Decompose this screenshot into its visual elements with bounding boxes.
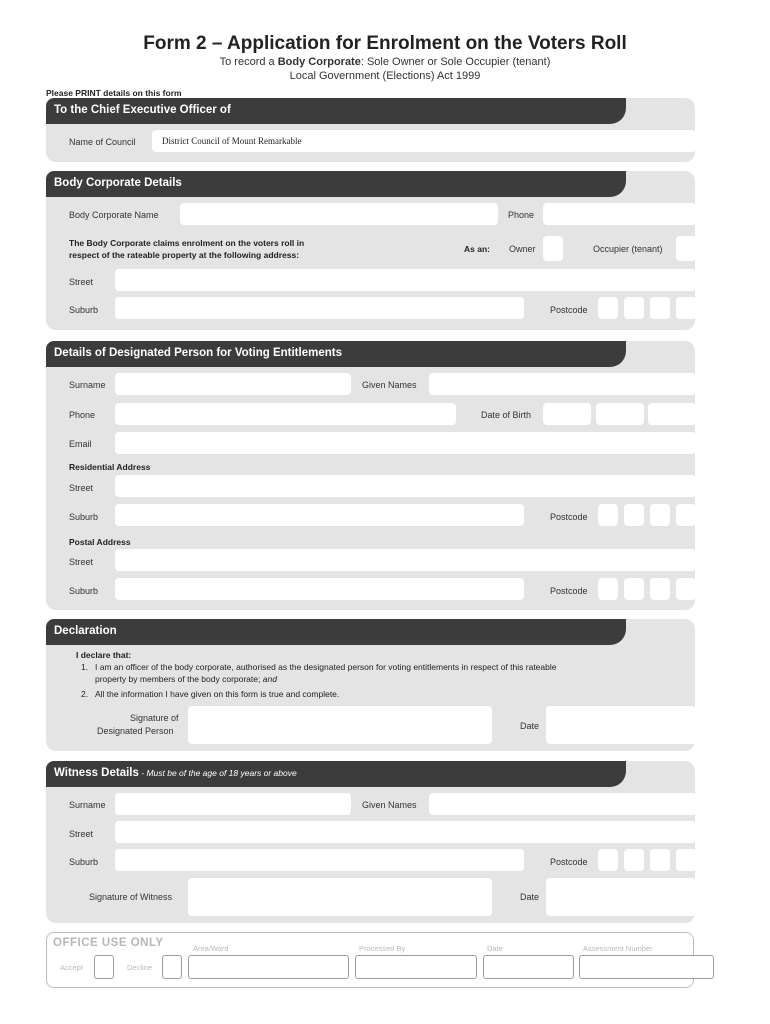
witness-signature-field[interactable] bbox=[188, 878, 492, 916]
dob-year-field[interactable] bbox=[648, 403, 696, 425]
witness-given-names-label: Given Names bbox=[362, 800, 417, 810]
witness-suburb-field[interactable] bbox=[115, 849, 524, 871]
declaration-item-2: All the information I have given on this form is true and complete. bbox=[95, 689, 340, 699]
accept-label: Accept bbox=[60, 963, 83, 972]
witness-signature-label: Signature of Witness bbox=[89, 892, 173, 902]
postal-address-heading: Postal Address bbox=[69, 537, 131, 547]
body-corporate-section bbox=[46, 171, 695, 330]
signature-label-line1: Signature of bbox=[130, 713, 179, 723]
witness-postcode-digit-3[interactable] bbox=[650, 849, 670, 871]
decline-checkbox[interactable] bbox=[162, 955, 182, 979]
witness-suburb-label: Suburb bbox=[69, 857, 99, 867]
street-field[interactable] bbox=[115, 269, 696, 291]
signature-label-line2: Designated Person bbox=[97, 726, 174, 736]
postal-street-field[interactable] bbox=[115, 549, 696, 571]
postcode-digit-4[interactable] bbox=[676, 297, 696, 319]
decline-label: Decline bbox=[127, 963, 153, 972]
office-use-title: OFFICE USE ONLY bbox=[53, 937, 164, 949]
assessment-number-field[interactable] bbox=[579, 955, 714, 979]
office-date-field[interactable] bbox=[483, 955, 574, 979]
email-label: Email bbox=[69, 439, 92, 449]
form-title: Form 2 – Application for Enrolment on the Voters Roll bbox=[143, 33, 627, 54]
given-names-field[interactable] bbox=[429, 373, 696, 395]
assessment-number-label: Assessment Number bbox=[583, 944, 653, 953]
postal-suburb-field[interactable] bbox=[115, 578, 524, 600]
area-ward-field[interactable] bbox=[188, 955, 349, 979]
office-use-panel bbox=[46, 932, 694, 988]
witness-surname-label: Surname bbox=[69, 800, 106, 810]
phone-label: Phone bbox=[69, 410, 96, 420]
section-heading: Details of Designated Person for Voting Entitlements bbox=[46, 341, 626, 367]
declaration-intro: I declare that: bbox=[76, 650, 132, 660]
declaration-section bbox=[46, 619, 695, 751]
section-heading: Body Corporate Details bbox=[46, 171, 626, 197]
claim-text-line1: The Body Corporate claims enrolment on the voters roll in bbox=[69, 238, 305, 248]
witness-postcode-label: Postcode bbox=[550, 857, 588, 867]
declaration-item-1-number: 1. bbox=[81, 662, 89, 672]
claim-text-line2: respect of the rateable property at the following address: bbox=[69, 250, 300, 260]
dob-month-field[interactable] bbox=[596, 403, 644, 425]
area-ward-label: Area/Ward bbox=[193, 944, 229, 953]
form-subtitle: To record a Body Corporate: Sole Owner or Sole Occupier (tenant) bbox=[219, 56, 551, 68]
act-reference: Local Government (Elections) Act 1999 bbox=[289, 70, 481, 82]
print-instruction: Please PRINT details on this form bbox=[46, 88, 182, 98]
residential-address-heading: Residential Address bbox=[69, 462, 151, 472]
suburb-label: Suburb bbox=[69, 305, 99, 315]
street-label: Street bbox=[69, 277, 94, 287]
body-corporate-name-label: Body Corporate Name bbox=[69, 210, 159, 220]
processed-by-field[interactable] bbox=[355, 955, 477, 979]
given-names-label: Given Names bbox=[362, 380, 417, 390]
postcode-digit-1[interactable] bbox=[598, 297, 618, 319]
witness-date-field[interactable] bbox=[546, 878, 696, 916]
witness-street-field[interactable] bbox=[115, 821, 696, 843]
residential-postcode-digit-1[interactable] bbox=[598, 504, 618, 526]
postal-postcode-label: Postcode bbox=[550, 586, 588, 596]
suburb-field[interactable] bbox=[115, 297, 524, 319]
occupier-label: Occupier (tenant) bbox=[593, 244, 663, 254]
declaration-item-1-line-2: property by members of the body corporate; and bbox=[95, 674, 277, 684]
witness-section bbox=[46, 761, 695, 923]
declaration-date-field[interactable] bbox=[546, 706, 696, 744]
residential-street-label: Street bbox=[69, 483, 94, 493]
postal-suburb-label: Suburb bbox=[69, 586, 99, 596]
surname-label: Surname bbox=[69, 380, 106, 390]
residential-postcode-digit-3[interactable] bbox=[650, 504, 670, 526]
owner-label: Owner bbox=[509, 244, 536, 254]
council-label: Name of Council bbox=[69, 137, 136, 147]
accept-checkbox[interactable] bbox=[94, 955, 114, 979]
residential-suburb-label: Suburb bbox=[69, 512, 99, 522]
owner-checkbox[interactable] bbox=[543, 236, 563, 261]
dob-day-field[interactable] bbox=[543, 403, 591, 425]
section-heading: Declaration bbox=[46, 619, 626, 645]
witness-surname-field[interactable] bbox=[115, 793, 351, 815]
surname-field[interactable] bbox=[115, 373, 351, 395]
council-field[interactable]: District Council of Mount Remarkable bbox=[152, 130, 696, 152]
phone-field[interactable] bbox=[115, 403, 456, 425]
postal-postcode-digit-2[interactable] bbox=[624, 578, 644, 600]
postal-postcode-digit-4[interactable] bbox=[676, 578, 696, 600]
as-an-label: As an: bbox=[464, 244, 490, 254]
section-heading: To the Chief Executive Officer of bbox=[46, 98, 626, 124]
residential-street-field[interactable] bbox=[115, 475, 696, 497]
designated-signature-field[interactable] bbox=[188, 706, 492, 744]
postal-postcode-digit-1[interactable] bbox=[598, 578, 618, 600]
declaration-item-2-number: 2. bbox=[81, 689, 89, 699]
postcode-digit-3[interactable] bbox=[650, 297, 670, 319]
body-corporate-name-field[interactable] bbox=[180, 203, 498, 225]
ceo-section bbox=[46, 98, 695, 162]
witness-postcode-digit-2[interactable] bbox=[624, 849, 644, 871]
postcode-digit-2[interactable] bbox=[624, 297, 644, 319]
occupier-checkbox[interactable] bbox=[676, 236, 696, 261]
postal-postcode-digit-3[interactable] bbox=[650, 578, 670, 600]
declaration-item-1-line-1: I am an officer of the body corporate, authorised as the designated person for voting entitlements in respect of this rateable bbox=[95, 662, 557, 672]
section-heading: Witness Details - Must be of the age of 18 years or above bbox=[46, 761, 626, 787]
witness-given-names-field[interactable] bbox=[429, 793, 696, 815]
postal-street-label: Street bbox=[69, 557, 94, 567]
declaration-date-label: Date bbox=[520, 721, 540, 731]
residential-postcode-digit-2[interactable] bbox=[624, 504, 644, 526]
dob-label: Date of Birth bbox=[481, 410, 532, 420]
office-date-label: Date bbox=[487, 944, 503, 953]
witness-street-label: Street bbox=[69, 829, 94, 839]
residential-postcode-digit-4[interactable] bbox=[676, 504, 696, 526]
postcode-label: Postcode bbox=[550, 305, 588, 315]
email-field[interactable] bbox=[115, 432, 696, 454]
residential-suburb-field[interactable] bbox=[115, 504, 524, 526]
phone-field[interactable] bbox=[543, 203, 696, 225]
processed-by-label: Processed By bbox=[359, 944, 406, 953]
witness-postcode-digit-4[interactable] bbox=[676, 849, 696, 871]
witness-date-label: Date bbox=[520, 892, 540, 902]
residential-postcode-label: Postcode bbox=[550, 512, 588, 522]
phone-label: Phone bbox=[508, 210, 535, 220]
witness-postcode-digit-1[interactable] bbox=[598, 849, 618, 871]
designated-person-section bbox=[46, 341, 695, 610]
